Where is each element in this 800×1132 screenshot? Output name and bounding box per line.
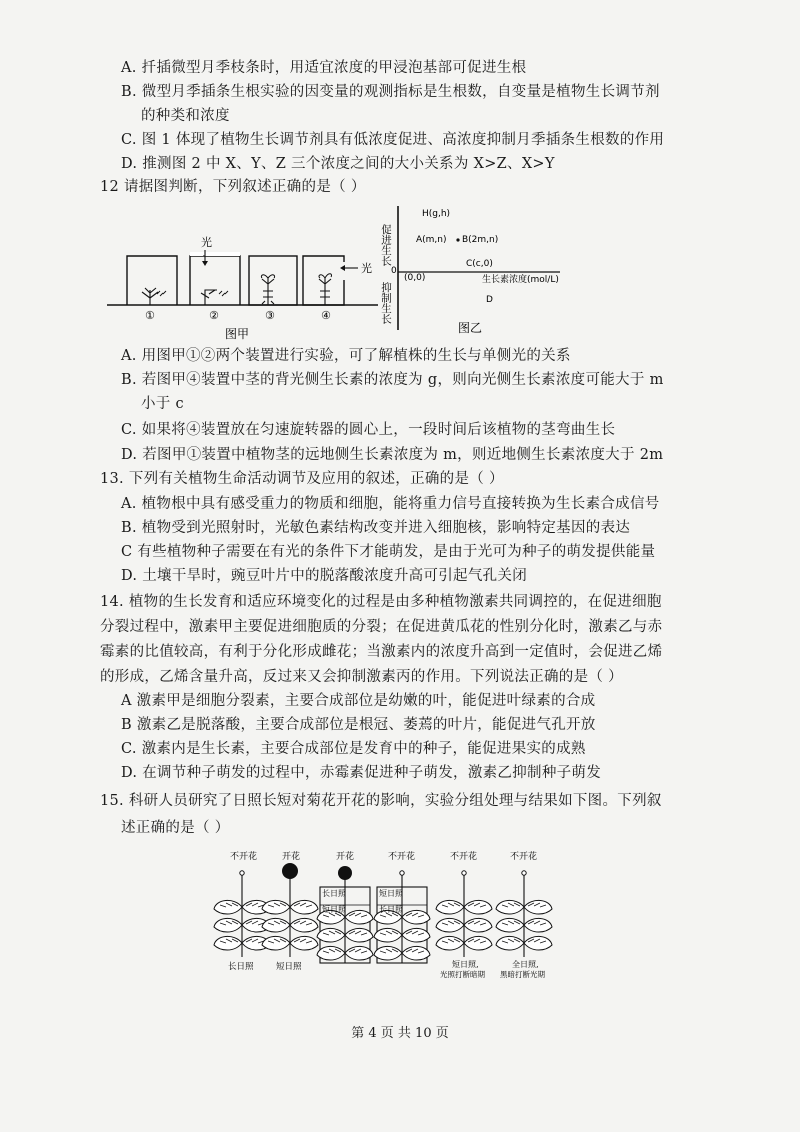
- result-label-1: 不开花: [230, 852, 258, 862]
- y-label-promote: 促进生长: [380, 224, 392, 266]
- box-label-2: ②: [209, 309, 219, 322]
- plant-1-long-day: [214, 871, 270, 957]
- q12-option-b: B. 若图甲④装置中茎的背光侧生长素的浓度为 g，则向光侧生长素浓度可能大于 m: [121, 372, 664, 388]
- q14-stem-1: 14. 植物的生长发育和适应环境变化的过程是由多种植物激素共同调控的，在促进细胞: [100, 594, 662, 610]
- plant-3: [262, 278, 274, 305]
- bottom-label-5a: 短日照,: [452, 960, 479, 969]
- bottom-label-6a: 全日照,: [512, 960, 539, 969]
- page-footer: 第 4 页 共 10 页: [351, 1026, 449, 1041]
- plant-1: [142, 288, 158, 305]
- result-label-6: 不开花: [510, 852, 538, 862]
- q11-option-b: B. 微型月季插条生根实验的因变量的观测指标是生根数，自变量是植物生长调节剂: [121, 84, 660, 100]
- point-d-label: D: [486, 295, 493, 305]
- q13-stem: 13. 下列有关植物生命活动调节及应用的叙述，正确的是（ ）: [100, 471, 504, 487]
- q15-stem-1: 15. 科研人员研究了日照长短对菊花开花的影响，实验分组处理与结果如下图。下列叙: [100, 793, 662, 809]
- q12-figure-jia: [105, 228, 380, 343]
- point-h-label: H(g,h): [422, 209, 451, 219]
- q14-stem-4: 的形成，乙烯含量升高，反过来又会抑制激素丙的作用。下列说法正确的是（ ）: [100, 669, 623, 685]
- q14-option-d: D. 在调节种子萌发的过程中，赤霉素促进种子萌发，激素乙抑制种子萌发: [121, 765, 602, 781]
- inner-label-3a: 长日照: [322, 889, 346, 898]
- q11-option-a: A. 扦插微型月季枝条时，用适宜浓度的甲浸泡基部可促进生根: [121, 60, 527, 76]
- fig-yi-caption: 图乙: [458, 321, 483, 335]
- q13-option-b: B. 植物受到光照射时，光敏色素结构改变并进入细胞核，影响特定基因的表达: [121, 520, 631, 536]
- point-a-label: A(m,n): [416, 235, 447, 245]
- q12-stem: 12 请据图判断，下列叙述正确的是（ ）: [100, 179, 366, 195]
- plant-4: [319, 278, 331, 305]
- q13-option-c: C 有些植物种子需要在有光的条件下才能萌发，是由于光可为种子的萌发提供能量: [121, 544, 656, 560]
- result-label-2: 开花: [282, 852, 301, 862]
- q12-option-d: D. 若图甲①装置中植物茎的远地侧生长素浓度为 m，则近地侧生长素浓度大于 2m: [121, 447, 664, 463]
- q13-option-a: A. 植物根中具有感受重力的物质和细胞，能将重力信号直接转换为生长素合成信号: [121, 496, 660, 512]
- plant-2: [201, 290, 217, 305]
- q11-option-d: D. 推测图 2 中 X、Y、Z 三个浓度之间的大小关系为 X>Z、X>Y: [121, 156, 555, 172]
- flower-icon: [282, 863, 298, 879]
- zero-label: 0: [391, 266, 397, 276]
- plant-4-grafted: [374, 871, 430, 963]
- q13-option-d: D. 土壤干旱时，豌豆叶片中的脱落酸浓度升高可引起气孔关闭: [121, 568, 528, 584]
- q11-option-c: C. 图 1 体现了植物生长调节剂具有低浓度促进、高浓度抑制月季插条生根数的作用: [121, 132, 665, 148]
- q14-stem-3: 霉素的比值较高，有利于分化形成雌花；当激素内的浓度升高到一定值时，会促进乙烯: [100, 644, 663, 660]
- box-1: [127, 256, 177, 305]
- result-label-5: 不开花: [450, 852, 478, 862]
- plant-3-grafted: [317, 866, 373, 963]
- light-label-1: 光: [201, 236, 212, 249]
- q12-option-b-cont: 小于 c: [141, 396, 184, 412]
- point-b-label: B(2m,n): [462, 235, 499, 245]
- y-label-inhibit: 抑制生长: [380, 282, 392, 324]
- box-4: [303, 256, 344, 305]
- q12-figure-yi: [380, 200, 574, 340]
- box-label-1: ①: [145, 309, 155, 322]
- light-label-2: 光: [361, 262, 372, 275]
- bottom-label-5b: 光照打断暗期: [440, 970, 485, 979]
- plant-2-short-day: [262, 863, 318, 957]
- plant-6-interrupted-light: [496, 871, 552, 957]
- q14-stem-2: 分裂过程中，激素甲主要促进细胞质的分裂；在促进黄瓜花的性别分化时，激素乙与赤: [100, 619, 663, 635]
- result-label-3: 开花: [336, 852, 355, 862]
- q15-stem-2: 述正确的是（ ）: [121, 820, 230, 836]
- origin-label: (0,0): [404, 273, 426, 283]
- bottom-label-2: 短日照: [276, 962, 302, 972]
- x-axis-label: 生长素浓度(mol/L): [482, 275, 559, 285]
- q12-option-c: C. 如果将④装置放在匀速旋转器的圆心上，一段时间后该植物的茎弯曲生长: [121, 422, 616, 438]
- box-2: [190, 256, 240, 305]
- q15-figure: [212, 845, 572, 985]
- fig-jia-caption: 图甲: [225, 327, 250, 341]
- q14-option-b: B 激素乙是脱落酸，主要合成部位是根冠、萎蔫的叶片，能促进气孔开放: [121, 717, 596, 733]
- bottom-label-1: 长日照: [228, 962, 254, 972]
- plant-5-interrupted-dark: [436, 871, 492, 957]
- q14-option-c: C. 激素内是生长素，主要合成部位是发育中的种子，能促进果实的成熟: [121, 741, 586, 757]
- inner-label-4b: 长日照: [379, 905, 403, 914]
- dot-a-b: [456, 238, 459, 241]
- result-label-4: 不开花: [388, 852, 416, 862]
- q11-option-b-cont: 的种类和浓度: [141, 108, 230, 124]
- flower-icon: [338, 866, 352, 880]
- q14-option-a: A 激素甲是细胞分裂素，主要合成部位是幼嫩的叶，能促进叶绿素的合成: [121, 693, 596, 709]
- bottom-label-6b: 黑暗打断光期: [500, 970, 545, 979]
- q12-option-a: A. 用图甲①②两个装置进行实验，可了解植株的生长与单侧光的关系: [121, 348, 571, 364]
- box-label-4: ④: [321, 309, 331, 322]
- inner-label-3b: 短日照: [322, 905, 346, 914]
- box-label-3: ③: [265, 309, 275, 322]
- point-c-label: C(c,0): [466, 259, 493, 269]
- inner-label-4a: 短日照: [379, 889, 403, 898]
